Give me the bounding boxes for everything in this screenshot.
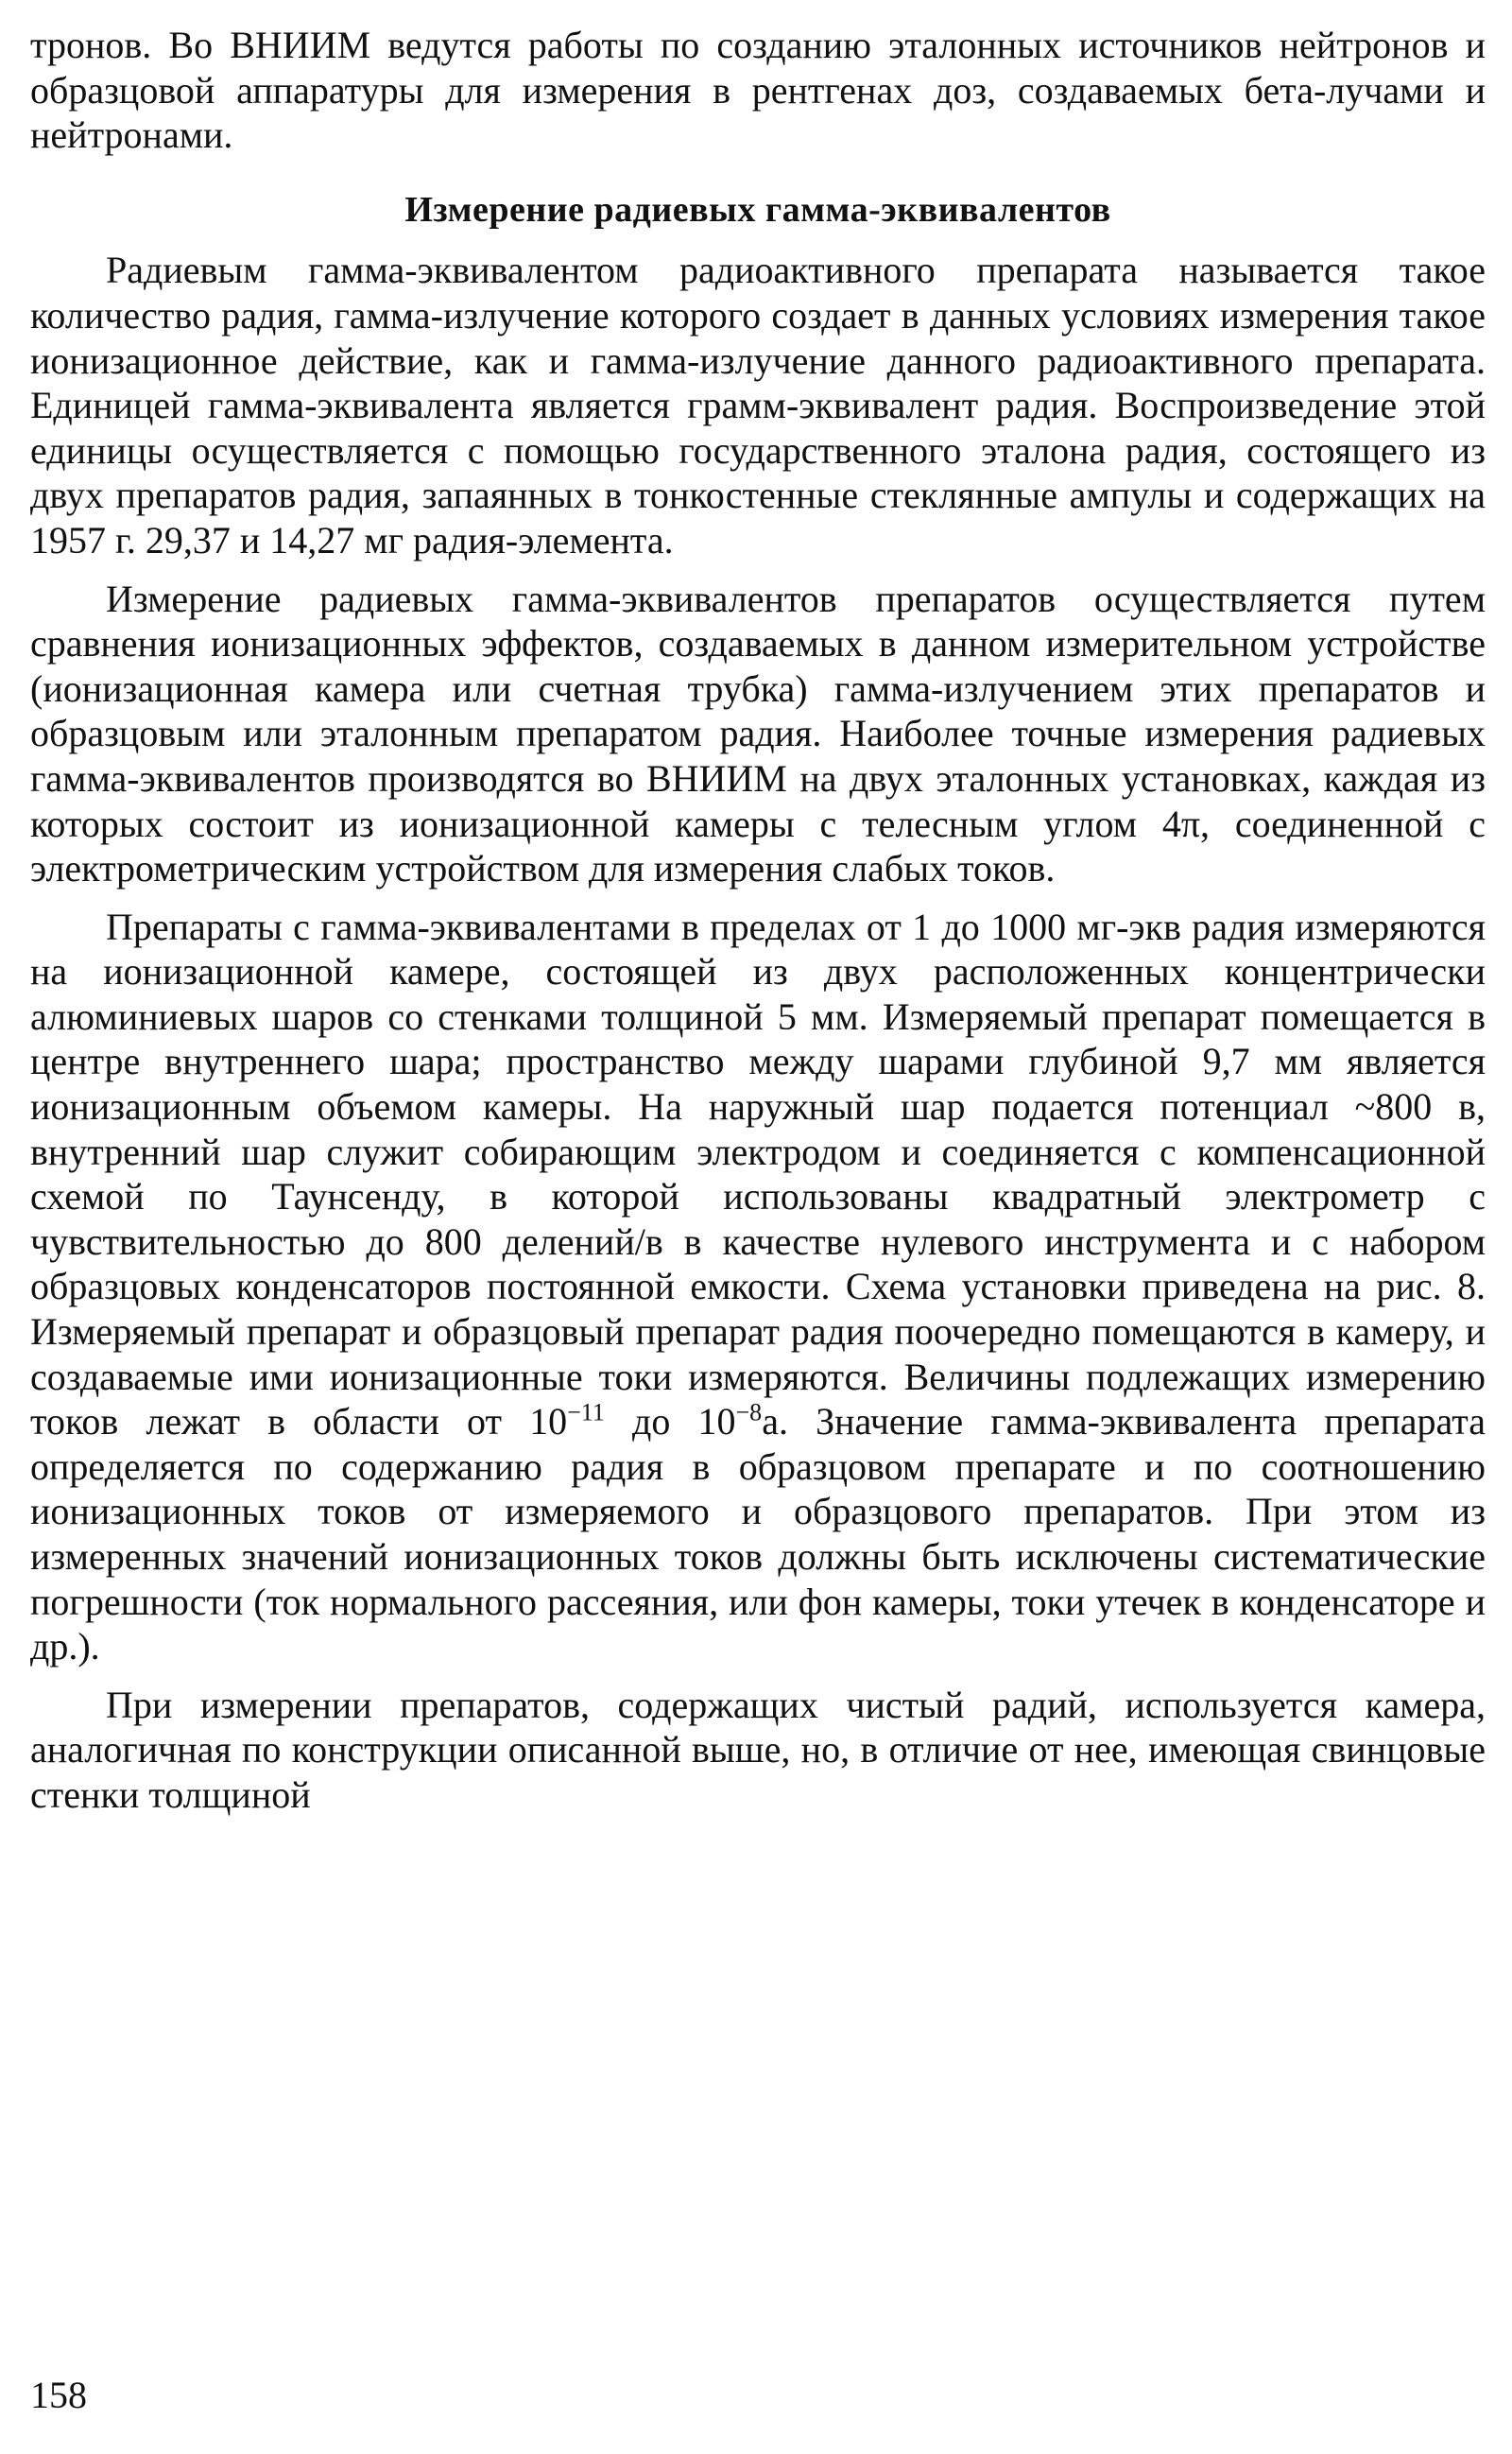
- page-number: 158: [30, 2374, 87, 2416]
- paragraph-3-part-c: а. Значение гамма-эквивалента препарата определяется по содержанию радия в образцовом препарате и по соотношению ионизационных токов от измеряемого и образцового препаратов. При этом из измеренных значений ионизационных токов должны быть исключены систематические погрешности (ток нормального рассеяния, или фон камеры, токи утечек в конденсаторе и др.).: [30, 1400, 1486, 1668]
- paragraph-4: При измерении препаратов, содержащих чистый радий, используется камера, аналогичная по конструкции описанной выше, но, в отличие от нее, имеющая свинцовые стенки толщиной: [30, 1683, 1486, 1816]
- exponent-2: −8: [735, 1398, 763, 1426]
- paragraph-3-part-b: до 10: [604, 1400, 736, 1443]
- exponent-1: −11: [567, 1398, 605, 1426]
- paragraph-top: тронов. Во ВНИИМ ведутся работы по созданию эталонных источников нейтронов и образцовой аппаратуры для измерения в рентгенах доз, создаваемых бета-лучами и нейтронами.: [30, 24, 1486, 157]
- paragraph-2: Измерение радиевых гамма-эквивалентов препаратов осуществляется путем сравнения ионизационных эффектов, создаваемых в данном измерительном устройстве (ионизационная камера или счетная трубка) гамма-излучением этих препаратов и образцовым или эталонным препаратом радия. Наиболее точные измерения радиевых гамма-эквивалентов производятся во ВНИИМ на двух эталонных установках, каждая из которых состоит из ионизационной камеры с телесным углом 4π, соединенной с электрометрическим устройством для измерения слабых токов.: [30, 577, 1486, 890]
- page-body: [30, 23, 1486, 1818]
- paragraph-1: Радиевым гамма-эквивалентом радиоактивного препарата называется такое количество радия, гамма-излучение которого создает в данных условиях измерения такое ионизационное действие, как и гамма-излучение данного радиоактивного препарата. Единицей гамма-эквивалента является грамм-эквивалент радия. Воспроизведение этой единицы осуществляется с помощью государственного эталона радия, состоящего из двух препаратов радия, запаянных в тонкостенные стеклянные ампулы и содержащих на 1957 г. 29,37 и 14,27 мг радия-элемента.: [30, 249, 1486, 562]
- paragraph-3: [30, 905, 1486, 1669]
- paragraph-3-part-a: Препараты с гамма-эквивалентами в пределах от 1 до 1000 мг-экв радия измеряются на ионизационной камере, состоящей из двух расположенных концентрически алюминиевых шаров со стенками толщиной 5 мм. Измеряемый препарат помещается в центре внутреннего шара; пространство между шарами глубиной 9,7 мм является ионизационным объемом камеры. На наружный шар подается потенциал ~800 в, внутренний шар служит собирающим электродом и соединяется с компенсационной схемой по Таунсенду, в которой использованы квадратный электрометр с чувствительностью до 800 делений/в в качестве нулевого инструмента и с набором образцовых конденсаторов постоянной емкости. Схема установки приведена на рис. 8. Измеряемый препарат и образцовый препарат радия поочередно помещаются в камеру, и создаваемые ими ионизационные токи измеряются. Величины подлежащих измерению токов лежат в области от 10: [30, 905, 1486, 1443]
- section-title: Измерение радиевых гамма-эквивалентов: [404, 189, 1111, 230]
